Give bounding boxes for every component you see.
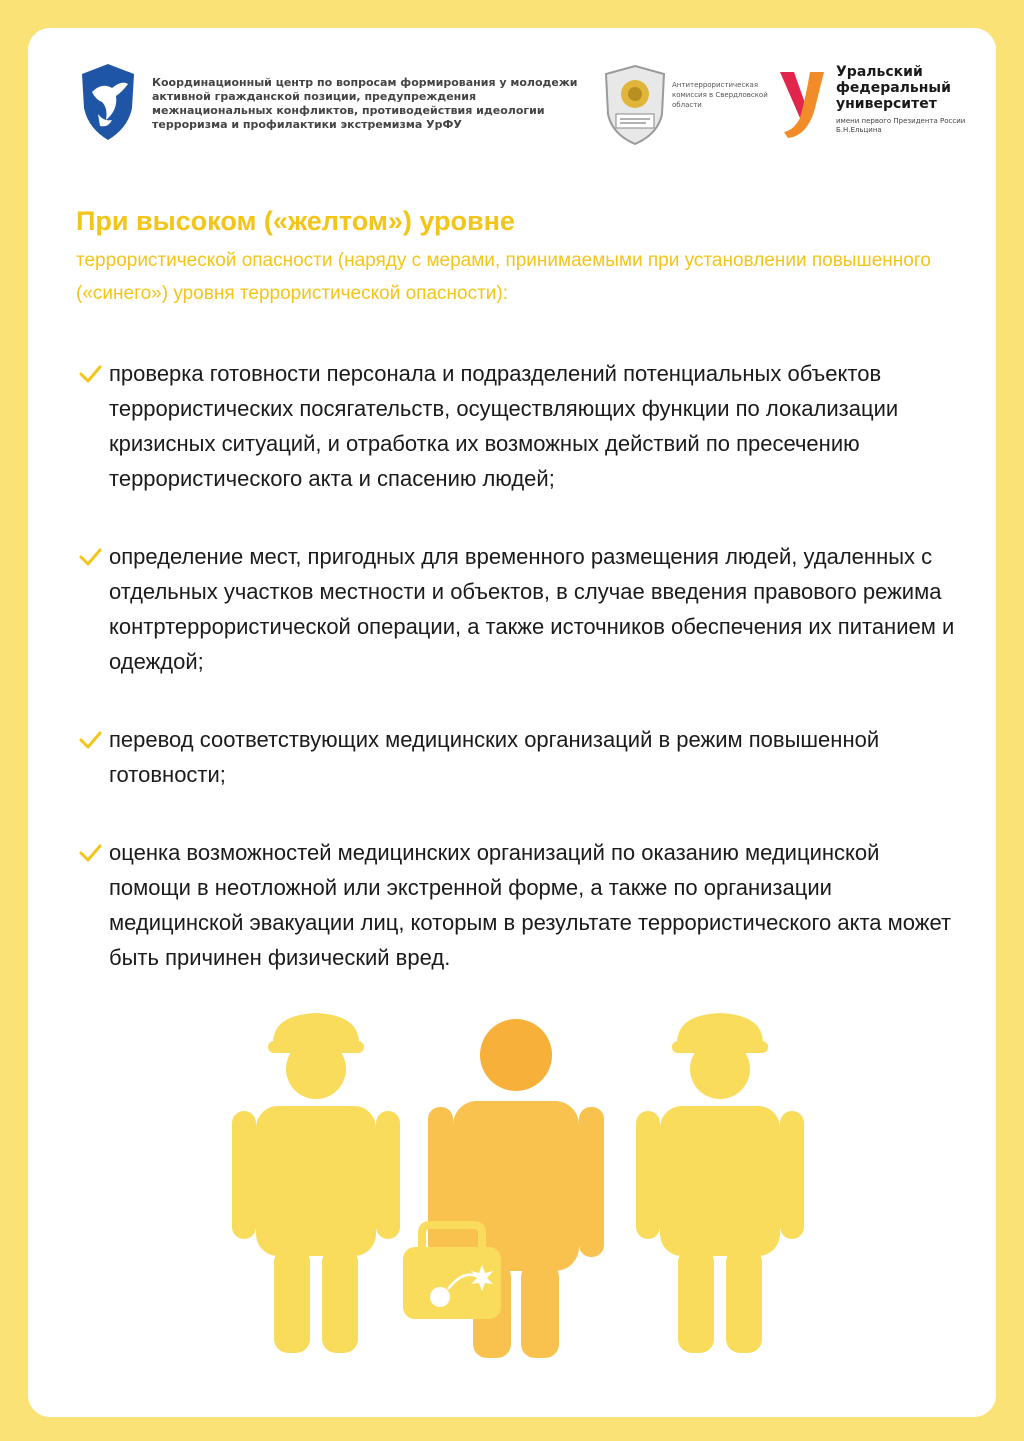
check-icon	[78, 841, 102, 865]
illustration	[228, 993, 808, 1363]
university-subtitle: имени первого Президента России Б.Н.Ельцина	[836, 117, 966, 134]
urfu-logo-icon	[776, 66, 828, 140]
coordination-center-name: Координационный центр по вопросам формирования у молодежи активной гражданской позиции, предупреждения межнациональных конфликтов, противодействия идеологии терроризма и профилактики экстремизма УрФУ	[152, 76, 578, 131]
commission-name: Антитеррористическая комиссия в Свердловской области	[672, 81, 768, 109]
check-icon	[78, 545, 102, 569]
measure-text: оценка возможностей медицинских организаций по оказанию медицинской помощи в неотложной или экстренной форме, а также по организации медицинской эвакуации лиц, которым в результате террористического акта может быть причинен физический вред.	[109, 840, 952, 970]
list-item	[76, 356, 956, 496]
poster-card	[28, 28, 996, 1417]
commission-seal-icon	[602, 64, 668, 146]
list-item	[76, 722, 956, 792]
list-item	[76, 835, 956, 975]
check-icon	[78, 728, 102, 752]
police-officer-icon	[636, 1013, 804, 1353]
shield-dove-icon	[78, 62, 138, 142]
page-subtitle: террористической опасности (наряду с мерами, принимаемыми при установлении повышенного («синего») уровня террористической опасности):	[76, 250, 931, 304]
check-icon	[78, 362, 102, 386]
list-item	[76, 539, 956, 679]
university-name: Уральский федеральный университет	[836, 64, 951, 112]
measure-text: перевод соответствующих медицинских организаций в режим повышенной готовности;	[109, 727, 880, 787]
measure-text: проверка готовности персонала и подразделений потенциальных объектов террористических посягательств, осуществляющих функции по локализации кризисных ситуаций, и отработка их возможных действий по пресечению террористического акта и спасению людей;	[109, 361, 899, 491]
measures-list	[76, 356, 956, 975]
page-title: При высоком («желтом») уровне	[76, 206, 515, 236]
measure-text: определение мест, пригодных для временного размещения людей, удаленных с отдельных участков местности и объектов, в случае введения правового режима контртеррористической операции, а также источников обеспечения их питанием и одеждой;	[109, 544, 955, 674]
police-officer-icon	[232, 1013, 400, 1353]
